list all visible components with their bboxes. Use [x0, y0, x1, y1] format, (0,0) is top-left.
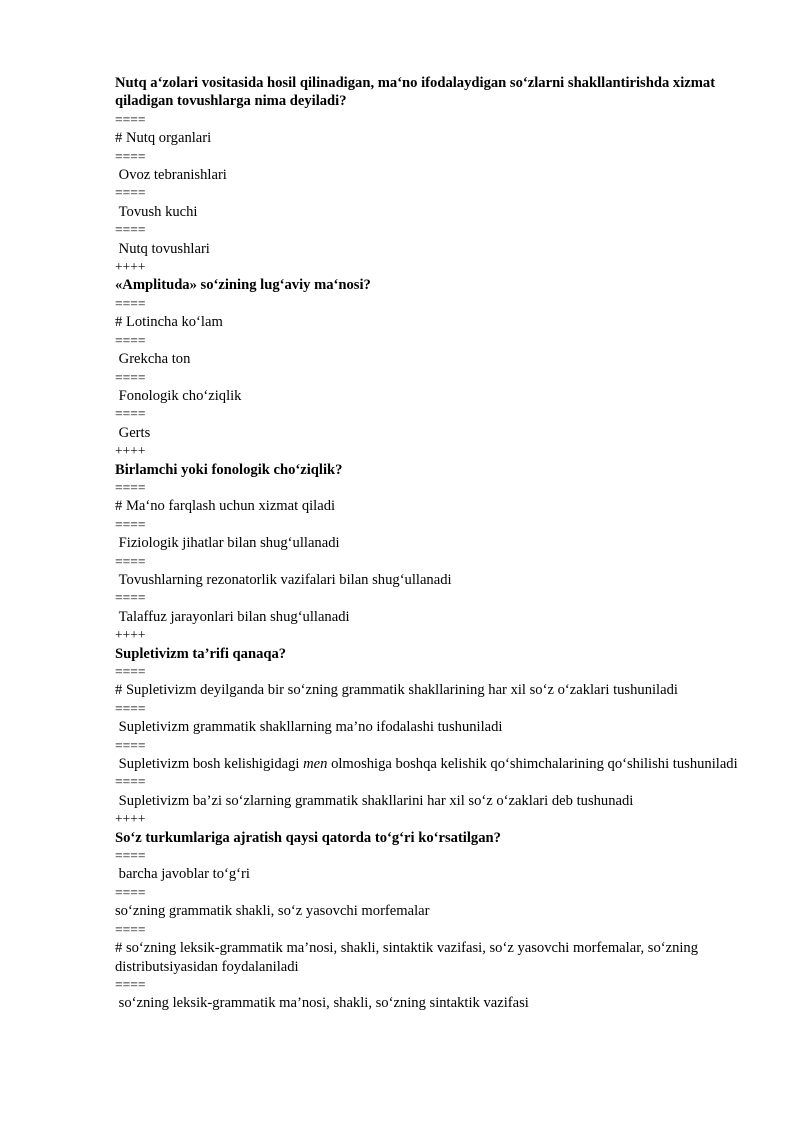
- answer-option: Fonologik cho‘ziqlik: [115, 387, 242, 404]
- separator: ====: [115, 976, 146, 992]
- answer-option: Fiziologik jihatlar bilan shug‘ullanadi: [115, 535, 340, 552]
- answer-option: so‘zning grammatik shakli, so‘z yasovchi morfemalar: [115, 903, 430, 920]
- question-block: [115, 461, 760, 645]
- question-text: Supletivizm ta’rifi qanaqa?: [115, 645, 287, 662]
- separator: ====: [115, 700, 146, 716]
- separator: ====: [115, 664, 146, 679]
- separator: ====: [115, 111, 146, 127]
- answer-option: # Supletivizm deyilganda bir so‘zning grammatik shakllarining har xil so‘z o‘zaklari tushuniladi: [115, 682, 678, 699]
- separator: ====: [115, 332, 146, 348]
- answer-option: # Nutq organlari: [115, 130, 212, 147]
- question-block: [115, 829, 760, 1013]
- answer-option: Grekcha ton: [115, 351, 191, 368]
- separator: ====: [115, 185, 146, 201]
- question-text: «Amplituda» so‘zining lug‘aviy ma‘nosi?: [115, 277, 371, 294]
- separator: ====: [115, 884, 146, 900]
- question-text: Birlamchi yoki fonologik cho‘ziqlik?: [115, 461, 343, 478]
- end-marker: ++++: [115, 811, 146, 827]
- separator: ====: [115, 590, 146, 606]
- separator: ====: [115, 553, 146, 569]
- answer-option: Gerts: [115, 424, 151, 441]
- separator: ====: [115, 848, 146, 864]
- separator: ====: [115, 222, 146, 238]
- answer-option: Supletivizm bosh kelishigidagi men olmoshiga boshqa kelishik qo‘shimchalarining qo‘shilishi tushuniladi: [115, 756, 738, 773]
- separator: ====: [115, 516, 146, 532]
- answer-option: so‘zning leksik-grammatik ma’nosi, shakli, so‘zning sintaktik vazifasi: [115, 995, 529, 1012]
- answer-option: # Lotincha ko‘lam: [115, 314, 223, 331]
- answer-option: # so‘zning leksik-grammatik ma’nosi, shakli, sintaktik vazifasi, so‘z yasovchi morfemalar, so‘zning distributsiyasidan foydalaniladi: [115, 940, 702, 975]
- separator: ====: [115, 479, 146, 495]
- end-marker: ++++: [115, 627, 146, 643]
- separator: ====: [115, 369, 146, 385]
- separator: ====: [115, 148, 146, 164]
- separator: ====: [115, 921, 146, 937]
- question-text: Nutq a‘zolari vositasida hosil qilinadigan, ma‘no ifodalaydigan so‘zlarni shakllantirishda xizmat qiladigan tovushlarga nima deyiladi?: [115, 75, 719, 110]
- end-marker: ++++: [115, 259, 146, 275]
- answer-option: Tovushlarning rezonatorlik vazifalari bilan shug‘ullanadi: [115, 571, 452, 588]
- answer-option: Ovoz tebranishlari: [115, 167, 227, 184]
- question-block: [115, 645, 760, 829]
- question-text: So‘z turkumlariga ajratish qaysi qatorda to‘g‘ri ko‘rsatilgan?: [115, 829, 501, 846]
- separator: ====: [115, 295, 146, 311]
- separator: ====: [115, 737, 146, 753]
- separator: ====: [115, 406, 146, 422]
- answer-option: Talaffuz jarayonlari bilan shug‘ullanadi: [115, 608, 350, 625]
- separator: ====: [115, 774, 146, 790]
- answer-option: Supletivizm ba’zi so‘zlarning grammatik shakllarini har xil so‘z o‘zaklari deb tushunadi: [115, 792, 634, 809]
- question-block: [115, 276, 760, 460]
- answer-option: Tovush kuchi: [115, 203, 198, 220]
- question-block: [115, 74, 760, 276]
- answer-option: # Ma‘no farqlash uchun xizmat qiladi: [115, 498, 336, 515]
- answer-option: Nutq tovushlari: [115, 240, 210, 257]
- end-marker: ++++: [115, 443, 146, 459]
- answer-option: Supletivizm grammatik shakllarning ma’no ifodalashi tushuniladi: [115, 719, 503, 736]
- italic-word: men: [303, 756, 328, 773]
- answer-option: barcha javoblar to‘g‘ri: [115, 866, 250, 883]
